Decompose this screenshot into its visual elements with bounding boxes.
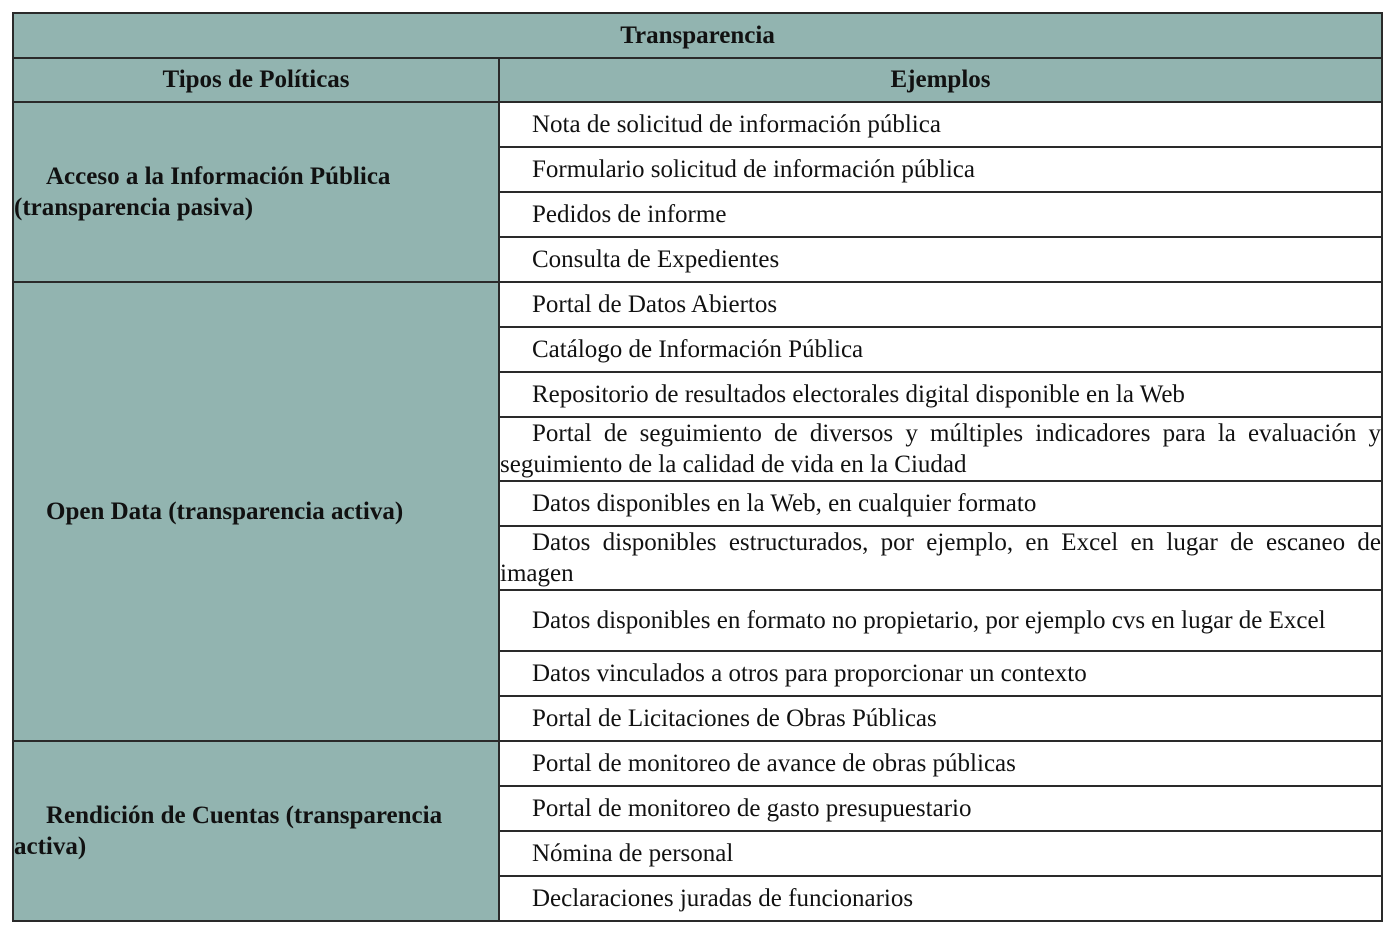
table-row — [13, 282, 1382, 327]
example-cell: Datos disponibles en la Web, en cualquier formato — [499, 481, 1382, 526]
example-cell: Portal de seguimiento de diversos y múltiples indicadores para la evaluación y seguimiento de la calidad de vida en la Ciudad — [499, 417, 1382, 481]
example-cell: Portal de Datos Abiertos — [499, 282, 1382, 327]
example-cell: Datos disponibles estructurados, por ejemplo, en Excel en lugar de escaneo de imagen — [499, 526, 1382, 590]
example-cell: Catálogo de Información Pública — [499, 327, 1382, 372]
transparency-table — [12, 12, 1383, 922]
table-row — [13, 741, 1382, 786]
example-cell: Pedidos de informe — [499, 192, 1382, 237]
policy-type-label: Open Data (transparencia activa) — [46, 498, 404, 525]
example-cell: Portal de Licitaciones de Obras Públicas — [499, 696, 1382, 741]
example-cell: Portal de monitoreo de gasto presupuestario — [499, 786, 1382, 831]
example-cell: Datos disponibles en formato no propietario, por ejemplo cvs en lugar de Excel — [499, 590, 1382, 651]
policy-type-cell — [13, 741, 499, 921]
example-cell: Consulta de Expedientes — [499, 237, 1382, 282]
policy-type-cell — [13, 282, 499, 741]
example-cell: Repositorio de resultados electorales digital disponible en la Web — [499, 372, 1382, 417]
example-cell: Nómina de personal — [499, 831, 1382, 876]
example-cell: Formulario solicitud de información pública — [499, 147, 1382, 192]
example-cell: Portal de monitoreo de avance de obras públicas — [499, 741, 1382, 786]
example-cell: Nota de solicitud de información pública — [499, 102, 1382, 147]
example-cell: Declaraciones juradas de funcionarios — [499, 876, 1382, 921]
table-title: Transparencia — [13, 13, 1382, 58]
table-row — [13, 102, 1382, 147]
column-header-examples: Ejemplos — [499, 58, 1382, 102]
example-cell: Datos vinculados a otros para proporcionar un contexto — [499, 651, 1382, 696]
column-header-policy-types: Tipos de Políticas — [13, 58, 499, 102]
policy-type-label: Acceso a la Información Pública (transparencia pasiva) — [14, 163, 391, 221]
policy-type-cell — [13, 102, 499, 282]
policy-type-label: Rendición de Cuentas (transparencia activa) — [14, 802, 443, 860]
